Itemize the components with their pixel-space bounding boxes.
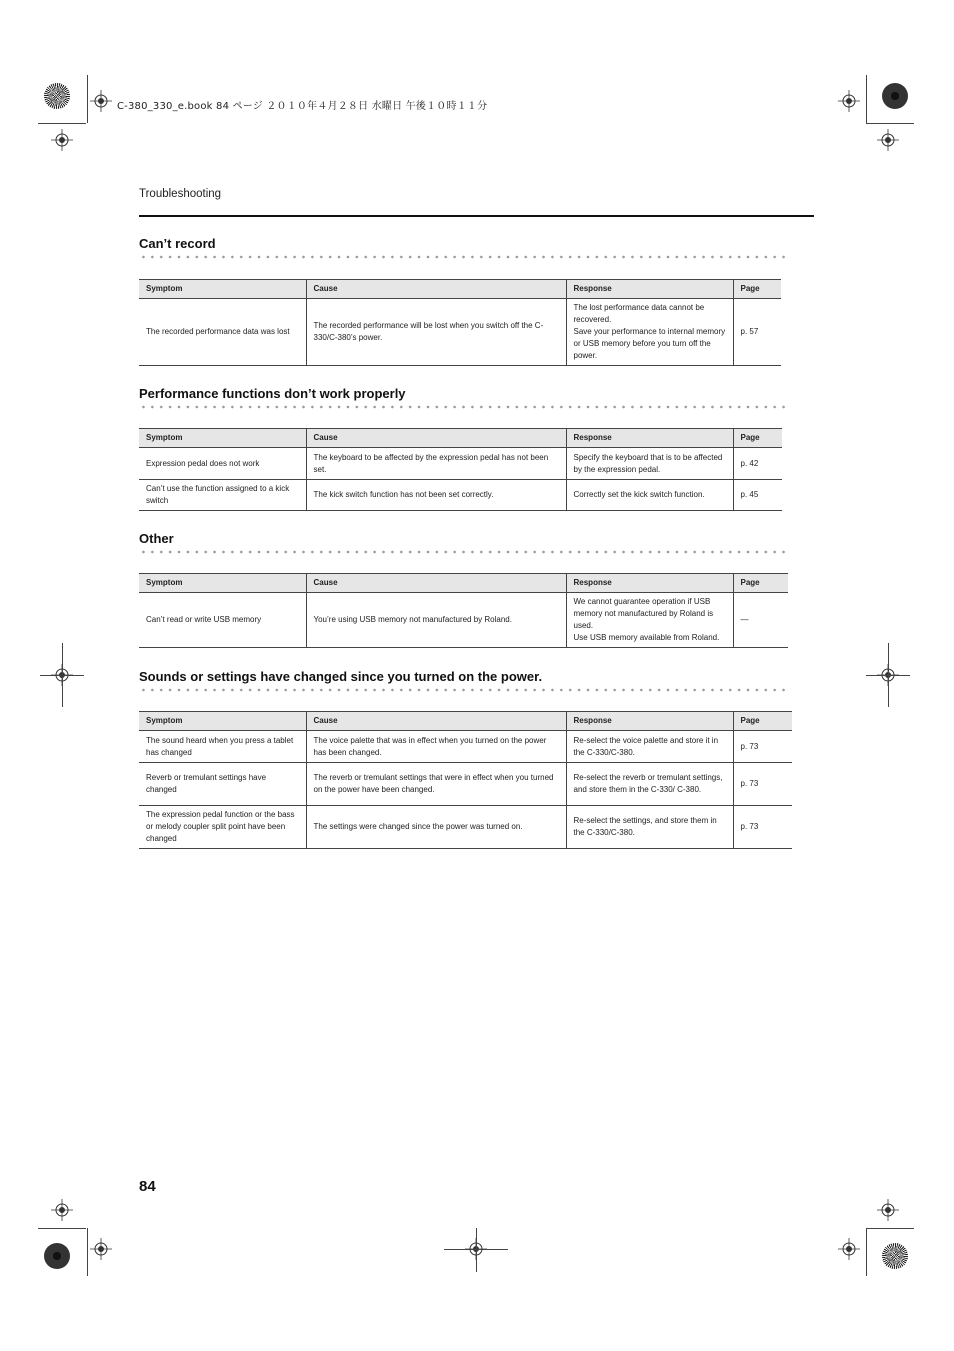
symptom-cell: The sound heard when you press a tablet has changed <box>139 731 306 763</box>
col-symptom: Symptom <box>139 280 306 299</box>
section-cant-record <box>139 236 760 360</box>
col-symptom: Symptom <box>139 712 306 731</box>
page-cell: p. 73 <box>733 731 792 763</box>
col-symptom: Symptom <box>139 574 306 593</box>
section-title: Performance functions don’t work properly <box>139 386 406 401</box>
registration-mark-icon <box>877 129 899 151</box>
page-cell: — <box>733 593 788 648</box>
col-cause: Cause <box>306 429 566 448</box>
registration-mark-icon <box>90 90 112 112</box>
cause-cell: You’re using USB memory not manufactured by Roland. <box>306 593 566 648</box>
table-row <box>139 806 792 849</box>
response-cell: We cannot guarantee operation if USB memory not manufactured by Roland is used. Use USB memory available from Roland. <box>566 593 733 648</box>
table-row <box>139 593 788 648</box>
symptom-cell: The recorded performance data was lost <box>139 299 306 366</box>
symptom-cell: Can’t read or write USB memory <box>139 593 306 648</box>
page-cell: p. 73 <box>733 763 792 806</box>
dotted-divider <box>139 405 791 409</box>
cause-cell: The keyboard to be affected by the expression pedal has not been set. <box>306 448 566 480</box>
section-performance-functions <box>139 386 760 505</box>
dotted-divider <box>139 255 791 259</box>
crop-mark <box>87 75 88 123</box>
table-row <box>139 763 792 806</box>
page-cell: p. 57 <box>733 299 781 366</box>
response-cell: Re-select the settings, and store them in the C-330/C-380. <box>566 806 733 849</box>
table-row <box>139 299 781 366</box>
page-number: 84 <box>139 1178 156 1195</box>
section-title: Other <box>139 531 174 546</box>
crop-mark <box>888 643 889 707</box>
page-cell: p. 45 <box>733 480 782 511</box>
troubleshooting-table <box>139 711 792 849</box>
table-header-row <box>139 574 788 593</box>
crop-mark <box>38 123 86 124</box>
registration-mark-icon <box>51 129 73 151</box>
col-page: Page <box>733 280 781 299</box>
troubleshooting-table <box>139 279 781 366</box>
table-header-row <box>139 429 782 448</box>
col-cause: Cause <box>306 574 566 593</box>
registration-mark-icon <box>838 90 860 112</box>
symptom-cell: Reverb or tremulant settings have changed <box>139 763 306 806</box>
col-symptom: Symptom <box>139 429 306 448</box>
col-response: Response <box>566 429 733 448</box>
troubleshooting-table <box>139 428 782 511</box>
symptom-cell: The expression pedal function or the bass or melody coupler split point have been changed <box>139 806 306 849</box>
col-response: Response <box>566 280 733 299</box>
color-target-icon <box>882 1243 908 1269</box>
col-response: Response <box>566 574 733 593</box>
color-target-icon <box>44 83 70 109</box>
dotted-divider <box>139 688 791 692</box>
response-cell: The lost performance data cannot be recovered. Save your performance to internal memory or USB memory before you turn off the power. <box>566 299 733 366</box>
col-page: Page <box>733 574 788 593</box>
cause-cell: The recorded performance will be lost when you switch off the C-330/C-380’s power. <box>306 299 566 366</box>
running-head: Troubleshooting <box>139 188 222 200</box>
symptom-cell: Expression pedal does not work <box>139 448 306 480</box>
page-cell: p. 42 <box>733 448 782 480</box>
section-sounds-settings-changed <box>139 669 760 843</box>
col-cause: Cause <box>306 280 566 299</box>
table-row <box>139 448 782 480</box>
response-cell: Correctly set the kick switch function. <box>566 480 733 511</box>
crop-mark <box>866 1228 914 1229</box>
col-page: Page <box>733 429 782 448</box>
col-cause: Cause <box>306 712 566 731</box>
dotted-divider <box>139 550 791 554</box>
section-title: Sounds or settings have changed since you turned on the power. <box>139 669 543 684</box>
table-header-row <box>139 712 792 731</box>
crop-mark <box>866 123 914 124</box>
col-page: Page <box>733 712 792 731</box>
print-header: C-380_330_e.book 84 ページ ２０１０年４月２８日 水曜日 午後１０時１１分 <box>117 101 488 112</box>
section-title: Can’t record <box>139 236 216 251</box>
color-target-icon <box>882 83 908 109</box>
response-cell: Specify the keyboard that is to be affected by the expression pedal. <box>566 448 733 480</box>
col-response: Response <box>566 712 733 731</box>
header-rule <box>139 215 814 217</box>
cause-cell: The voice palette that was in effect when you turned on the power has been changed. <box>306 731 566 763</box>
registration-mark-icon <box>51 1199 73 1221</box>
table-row <box>139 480 782 511</box>
section-other <box>139 531 760 642</box>
table-row <box>139 731 792 763</box>
symptom-cell: Can’t use the function assigned to a kick switch <box>139 480 306 511</box>
crop-mark <box>476 1228 477 1272</box>
response-cell: Re-select the reverb or tremulant settings, and store them in the C-330/ C-380. <box>566 763 733 806</box>
crop-mark <box>866 1228 867 1276</box>
cause-cell: The settings were changed since the power was turned on. <box>306 806 566 849</box>
response-cell: Re-select the voice palette and store it in the C-330/C-380. <box>566 731 733 763</box>
cause-cell: The reverb or tremulant settings that were in effect when you turned on the power have been changed. <box>306 763 566 806</box>
crop-mark <box>62 643 63 707</box>
page-cell: p. 73 <box>733 806 792 849</box>
registration-mark-icon <box>838 1238 860 1260</box>
registration-mark-icon <box>90 1238 112 1260</box>
registration-mark-icon <box>877 1199 899 1221</box>
crop-mark <box>866 75 867 123</box>
crop-mark <box>87 1228 88 1276</box>
color-target-icon <box>44 1243 70 1269</box>
cause-cell: The kick switch function has not been set correctly. <box>306 480 566 511</box>
crop-mark <box>38 1228 86 1229</box>
table-header-row <box>139 280 781 299</box>
troubleshooting-table <box>139 573 788 648</box>
